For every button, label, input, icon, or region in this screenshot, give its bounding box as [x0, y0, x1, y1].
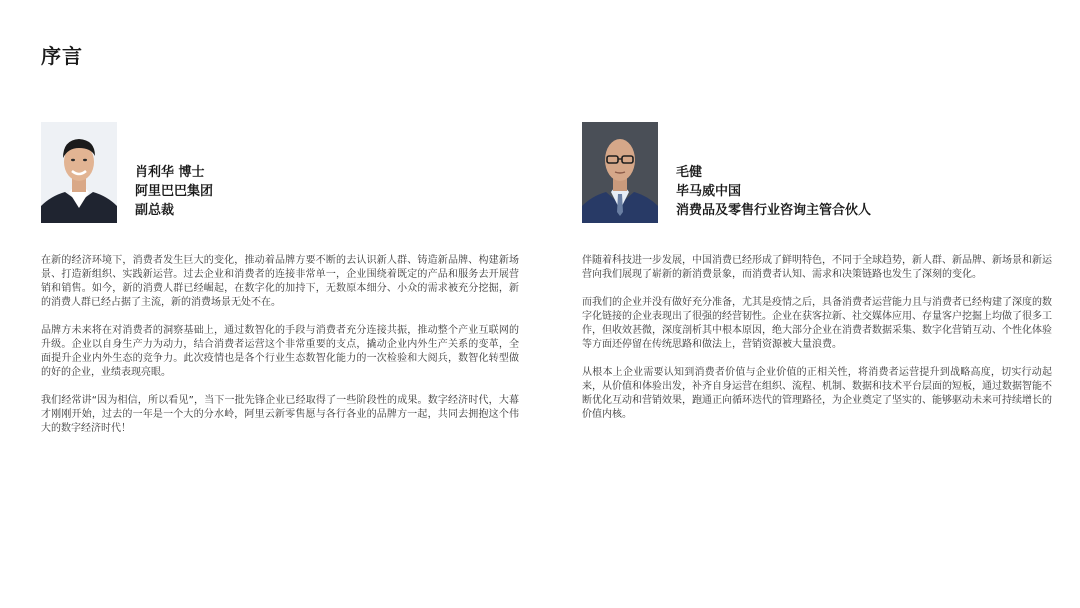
paragraph: 而我们的企业并没有做好充分准备，尤其是疫情之后，具备消费者运营能力且与消费者已经构建了深度的数字化链接的企业表现出了很强的经营韧性。企业在获客拉新、社交媒体应用、存量客户挖掘上均做了很多工作，但收效甚微，深度剖析其中根本原因，绝大部分企业在消费者数据采集、数字化营销互动、个性化体验等方面还停留在传统思路和做法上，营销资源被大量浪费。: [582, 297, 1052, 350]
paragraph: 伴随着科技进一步发展，中国消费已经形成了鲜明特色，不同于全球趋势，新人群、新品牌、新场景和新运营向我们展现了崭新的新消费景象，而消费者认知、需求和决策链路也发生了深刻的变化。: [582, 255, 1052, 280]
foreword-text-left: [41, 254, 519, 436]
person-card-left: [41, 122, 519, 223]
paragraph: 从根本上企业需要认知到消费者价值与企业价值的正相关性，将消费者运营提升到战略高度，切实行动起来，从价值和体验出发，补齐自身运营在组织、流程、机制、数据和技术平台层面的短板，通过数据智能不断优化互动和营销效果，跑通正向循环迭代的管理路径，为企业奠定了坚实的、能够驱动未来可持续增长的价值内核。: [582, 367, 1052, 420]
paragraph: 在新的经济环境下，消费者发生巨大的变化，推动着品牌方要不断的去认识新人群、铸造新品牌、构建新场景、打造新组织、实践新运营。过去企业和消费者的连接非常单一，企业围绕着既定的产品和服务去开展营销和销售。如今，新的消费人群已经崛起，在数字化的加持下，无数原本细分、小众的需求被充分挖掘，新的消费人群已经占据了主流，新的消费场景无处不在。: [41, 255, 519, 308]
person-role: 消费品及零售行业咨询主管合伙人: [676, 203, 872, 218]
page-title: 序言: [41, 44, 83, 68]
person-organization: 毕马威中国: [676, 184, 742, 199]
portrait-photo-right: [582, 122, 658, 223]
person-role: 副总裁: [135, 203, 175, 218]
foreword-right-column: [582, 122, 1052, 436]
person-name: 肖利华 博士: [135, 165, 205, 180]
person-info-right: [676, 163, 871, 220]
portrait-photo-left: [41, 122, 117, 223]
foreword-left-column: [41, 122, 519, 450]
person-name: 毛健: [676, 165, 703, 180]
person-info-left: [135, 163, 213, 220]
foreword-text-right: [582, 254, 1052, 422]
paragraph: 我们经常讲“因为相信，所以看见”，当下一批先锋企业已经取得了一些阶段性的成果。数字经济时代，大幕才刚刚开始，过去的一年是一个大的分水岭，阿里云新零售愿与各行各业的品牌方一起，共同去拥抱这个伟大的数字经济时代！: [41, 395, 519, 434]
paragraph: 品牌方未来将在对消费者的洞察基础上，通过数智化的手段与消费者充分连接共振，推动整个产业互联网的升级。企业以自身生产力为动力，结合消费者运营这个非常重要的支点，撬动企业内外生产关系的变革，全面提升企业内外生态的竞争力。此次疫情也是各个行业生态数智化能力的一次检验和大阅兵，数智化转型做的好的企业，业绩表现亮眼。: [41, 325, 519, 378]
person-card-right: [582, 122, 1052, 223]
person-organization: 阿里巴巴集团: [135, 184, 214, 199]
